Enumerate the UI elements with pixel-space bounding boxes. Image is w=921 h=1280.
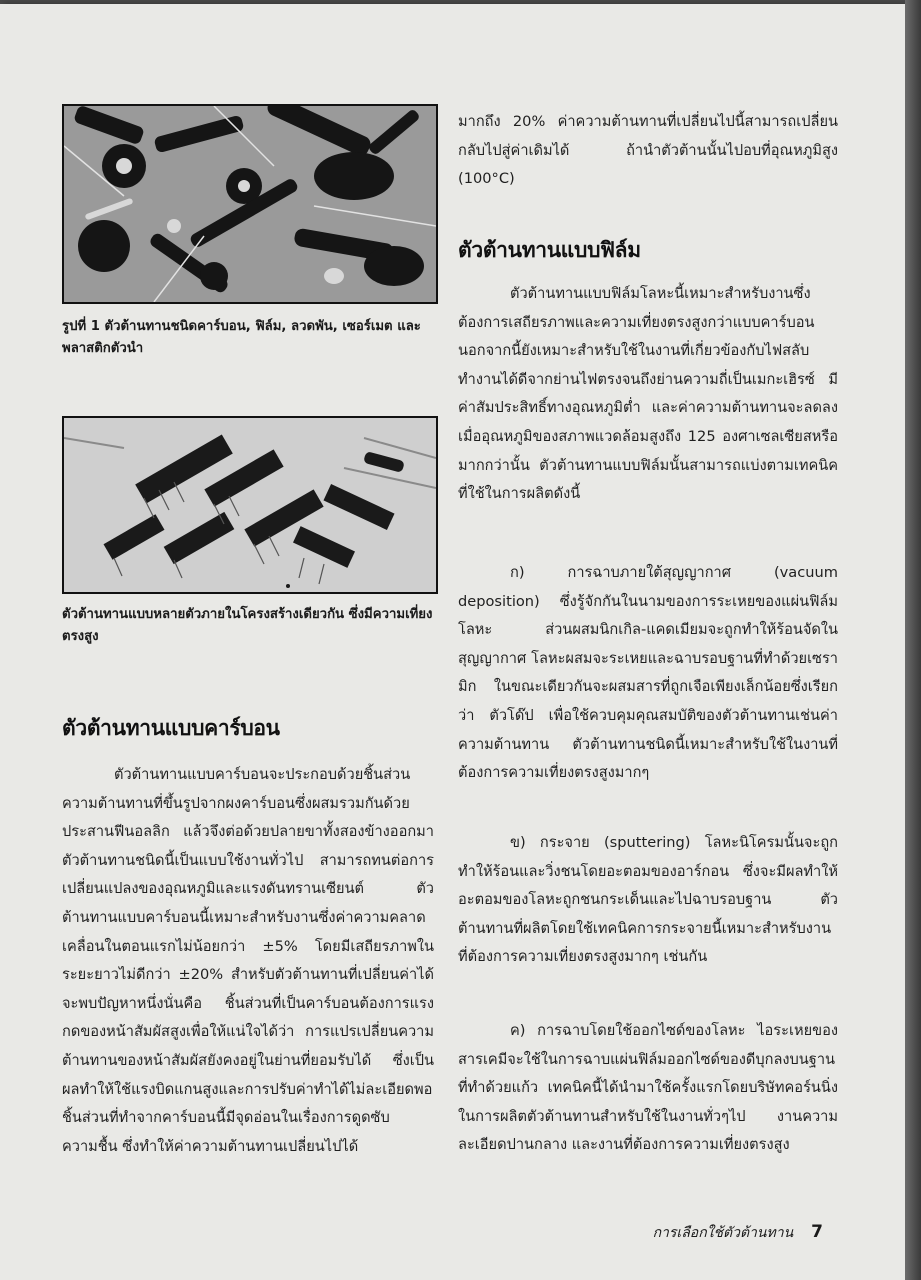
carbon-section-paragraph: ตัวต้านทานแบบคาร์บอนจะประกอบด้วยชิ้นส่วนความต้านทานที่ขึ้นรูปจากผงคาร์บอนซึ่งผสมรวมกันด้วยประสานฟีนอลลิก แล้วจึงต่อด้วยปลายขาทั้งสองข้างออกมา ตัวต้านทานชนิดนี้เป็นแบบใช้งานทั่วไป สามารถทนต่อการเปลี่ยนแปลงของอุณหภูมิและแรงดันทรานเซียนต์ ตัวต้านทานแบบคาร์บอนนี้เหมาะสำหรับงานซึ่งค่าความคลาดเคลื่อนในตอนแรกไม่น้อยกว่า ±5% โดยมีเสถียรภาพในระยะยาวไม่ดีกว่า ±20% สำหรับตัวต้านทานที่เปลี่ยนค่าได้ จะพบปัญหาหนึ่งนั่นคือ ชิ้นส่วนที่เป็นคาร์บอนต้องการแรงกดของหน้าสัมผัสสูงเพื่อให้แน่ใจได้ว่า การแปรเปลี่ยนความต้านทานของหน้าสัมผัสยังคงอยู่ในย่านที่ยอมรับได้ ซึ่งเป็นผลทำให้ใช้แรงบิดแกนสูงและการปรับค่าทำได้ไม่ละเอียดพอ ชิ้นส่วนที่ทำจากคาร์บอนนี้มีจุดอ่อนในเรื่องการดูดซับความชื้น ซึ่งทำให้ค่าความต้านทานเปลี่ยนไปได้ (62, 766, 434, 1155)
figure1-photo (62, 104, 438, 304)
carbon-section-heading: ตัวต้านทานแบบคาร์บอน (62, 716, 280, 740)
running-title: การเลือกใช้ตัวต้านทาน (652, 1225, 794, 1241)
assorted-resistors-image (64, 106, 436, 302)
film-item-b-paragraph: ข) กระจาย (sputtering) โลหะนิโครมนั้นจะถูกทำให้ร้อนและวิ่งชนโดยอะตอมของอาร์กอน ซึ่งจะมีผลทำให้อะตอมของโลหะถูกชนกระเด็นและไปฉาบรอบฐาน ตัวต้านทานที่ผลิตโดยใช้เทคนิคการกระจายนี้เหมาะสำหรับงานที่ต้องการความเที่ยงตรงสูงมากๆ เช่นกัน (458, 834, 838, 966)
film-item-c-paragraph: ค) การฉาบโดยใช้ออกไซด์ของโลหะ ไอระเหยของสารเคมีจะใช้ในการฉาบแผ่นฟิล์มออกไซด์ของดีบุกลงบนฐานที่ทำด้วยแก้ว เทคนิคนี้ได้นำมาใช้ครั้งแรกโดยบริษัทคอร์นนิ่งในการผลิตตัวต้านทานสำหรับใช้ในงานทั่วๆไป งานความละเอียดปานกลาง และงานที่ต้องการความเที่ยงตรงสูง (458, 1022, 838, 1154)
book-page (0, 4, 905, 1280)
page-edge-shadow (905, 0, 921, 1280)
figure2-caption: ตัวต้านทานแบบหลายตัวภายในโครงสร้างเดียวกัน ซึ่งมีความเที่ยงตรงสูง (62, 607, 433, 644)
page-footer (653, 1222, 823, 1244)
page-number: 7 (811, 1222, 823, 1242)
film-section-heading: ตัวต้านทานแบบฟิล์ม (458, 238, 641, 262)
resistor-network-image (64, 418, 436, 592)
film-intro-paragraph: ตัวต้านทานแบบฟิล์มโลหะนี้เหมาะสำหรับงานซึ่งต้องการเสถียรภาพและความเที่ยงตรงสูงกว่าแบบคาร์บอนนอกจากนี้ยังเหมาะสำหรับใช้ในงานที่เกี่ยวข้องกับไฟสลับ ทำงานได้ดีจากย่านไฟตรงจนถึงย่านความถี่เป็นเมกะเฮิรซ์ มีค่าสัมประสิทธิ์ทางอุณหภูมิต่ำ และค่าความต้านทานจะลดลง เมื่ออุณหภูมิของสภาพแวดล้อมสูงถึง 125 องศาเซลเซียสหรือมากกว่านั้น ตัวต้านทานแบบฟิล์มนั้นสามารถแบ่งตามเทคนิคที่ใช้ในการผลิตดังนี้ (458, 285, 838, 503)
film-item-a-paragraph: ก) การฉาบภายใต้สุญญากาศ (vacuum deposition) ซึ่งรู้จักกันในนามของการระเหยของแผ่นฟิล์มโลหะ ส่วนผสมนิกเกิล-แคดเมียมจะถูกทำให้ร้อนจัดในสุญญากาศ โลหะผสมจะระเหยและฉาบรอบฐานที่ทำด้วยเซรามิก ในขณะเดียวกันจะผสมสารที่ถูกเจือเพียงเล็กน้อยซึ่งเรียกว่า ตัวโด๊ป เพื่อใช้ควบคุมคุณสมบัติของตัวต้านทานเช่นค่าความต้านทาน ตัวต้านทานชนิดนี้เหมาะสำหรับใช้ในงานที่ต้องการความเที่ยงตรงสูงมากๆ (458, 564, 838, 782)
figure1-caption: รูปที่ 1 ตัวต้านทานชนิดคาร์บอน, ฟิล์ม, ลวดพัน, เซอร์เมต และพลาสติกตัวนำ (62, 319, 421, 356)
carbon-continued-paragraph: มากถึง 20% ค่าความต้านทานที่เปลี่ยนไปนี้สามารถเปลี่ยนกลับไปสู่ค่าเดิมได้ ถ้านำตัวต้านนั้นไปอบที่อุณหภูมิสูง (100°C) (458, 113, 838, 188)
figure2-photo (62, 416, 438, 594)
